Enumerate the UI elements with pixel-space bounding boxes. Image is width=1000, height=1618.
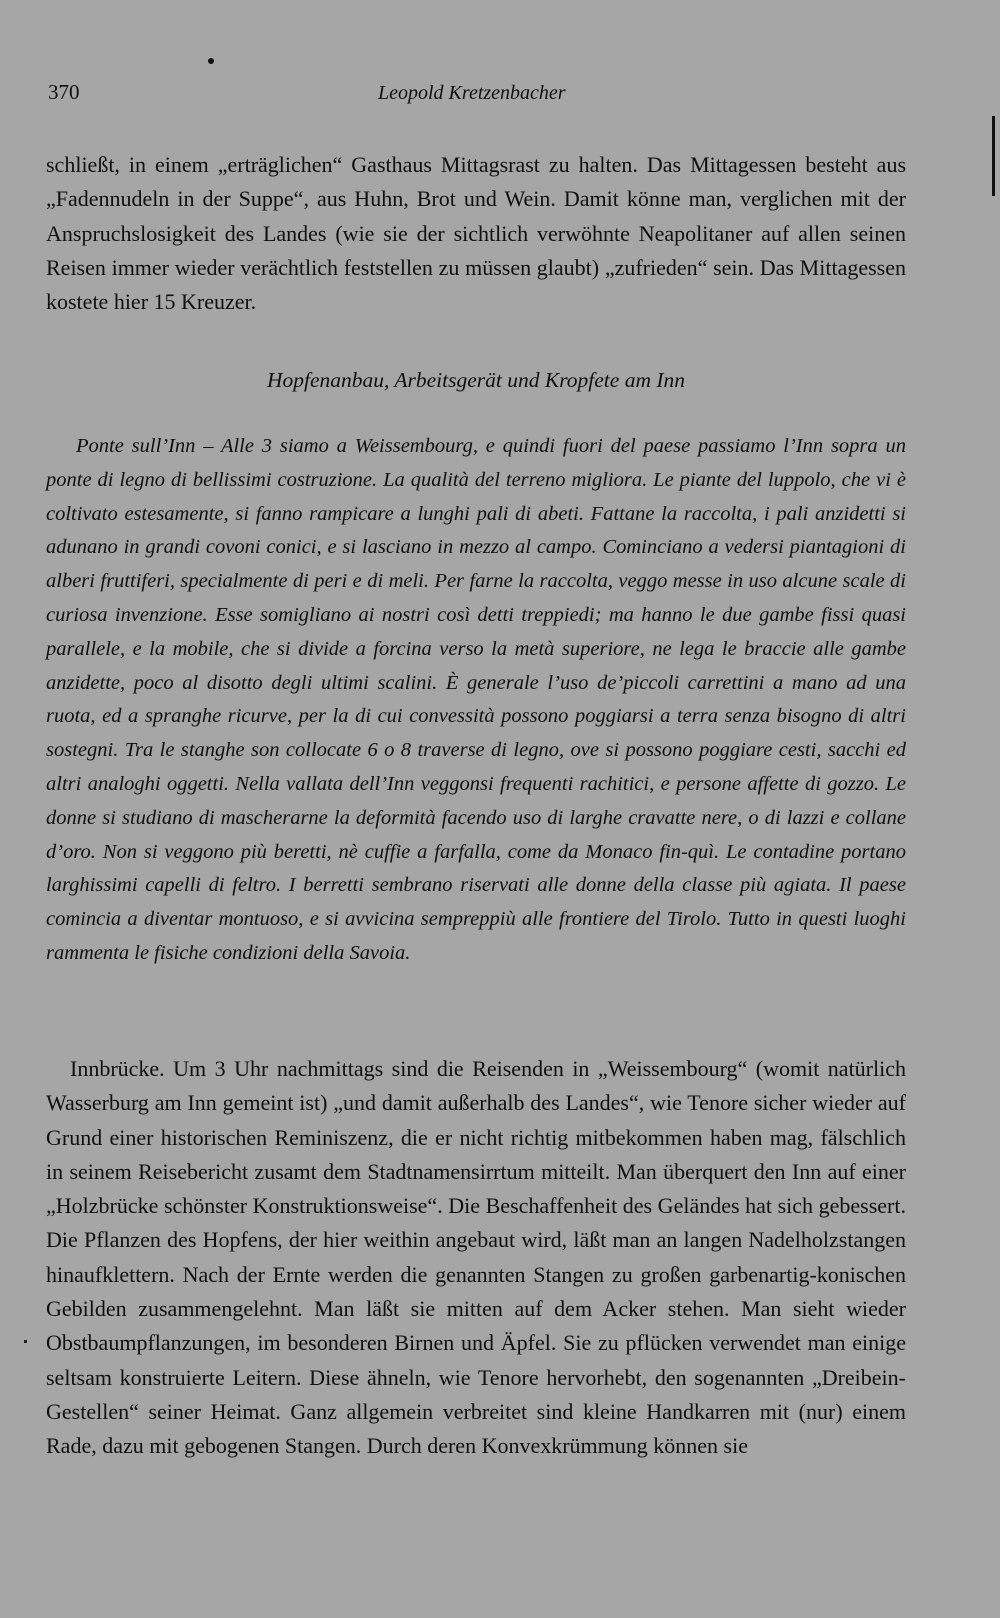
print-speck bbox=[24, 1340, 27, 1343]
paragraph-text: schließt, in einem „erträglichen“ Gasthaus Mittagsrast zu halten. Das Mittagessen besteht aus „Fadennudeln in der Suppe“, aus Huhn, Brot und Wein. Damit könne man, verglichen mit der Anspruchslosigkeit des Landes (wie sie der sichtlich verwöhnte Neapolitaner auf allen seinen Reisen immer wieder verächtlich feststellen zu müssen glaubt) „zufrieden“ sein. Das Mittagessen kostete hier 15 Kreuzer. bbox=[46, 152, 906, 315]
body-paragraph-top bbox=[46, 148, 906, 319]
running-head-author: Leopold Kretzenbacher bbox=[378, 82, 566, 104]
page-number: 370 bbox=[48, 80, 80, 104]
section-heading: Hopfenanbau, Arbeitsgerät und Kropfete am Inn bbox=[266, 368, 686, 392]
paragraph-text: Innbrücke. Um 3 Uhr nachmittags sind die Reisenden in „Weissembourg“ (womit natürlich Wasserburg am Inn gemeint ist) „und damit außerhalb des Landes“, wie Tenore sicher wieder auf Grund einer historischen Reminiszenz, die er nicht richtig mitbekommen haben mag, fälschlich in seinem Reisebericht zusamt dem Stadtnamensirrtum mitteilt. Man überquert den Inn auf einer „Holzbrücke schönster Konstruktionsweise“. Die Beschaffenheit des Geländes hat sich gebessert. Die Pflanzen des Hopfens, der hier weithin angebaut wird, läßt man an langen Nadelholzstangen hinaufklettern. Nach der Ernte werden die genannten Stangen zu großen garbenartig-konischen Gebilden zusammengelehnt. Man läßt sie mitten auf dem Acker stehen. Man sieht wieder Obstbaumpflanzungen, im besonderen Birnen und Äpfel. Sie zu pflücken verwendet man einige seltsam konstruierte Leitern. Diese ähneln, wie Tenore hervorhebt, den sogenannten „Dreibein-Gestellen“ seiner Heimat. Ganz allgemein verbreitet sind kleine Handkarren mit (nur) einem Rade, dazu mit gebogenen Stangen. Durch deren Konvexkrümmung können sie bbox=[46, 1056, 906, 1459]
body-paragraph-bottom bbox=[46, 1052, 906, 1464]
print-speck bbox=[208, 58, 214, 64]
margin-mark bbox=[992, 116, 995, 196]
page-header bbox=[48, 80, 908, 110]
quotation-text: Ponte sull’Inn – Alle 3 siamo a Weissembourg, e quindi fuori del paese passiamo l’Inn sopra un ponte di legno di bellissimi costruzione. La qualità del terreno migliora. Le piante del luppolo, che vi è coltivato estesamente, si fanno rampicare a lunghi pali di abeti. Fattane la raccolta, i pali anzidetti si adunano in grandi covoni conici, e si lasciano in mezzo al campo. Cominciano a vedersi piantagioni di alberi fruttiferi, specialmente di peri e di meli. Per farne la raccolta, veggo messe in uso alcune scale di curiosa invenzione. Esse somigliano ai nostri così detti treppiedi; ma hanno le due gambe fissi quasi parallele, e la mobile, che si divide a forcina verso la metà superiore, ne lega le braccie alle gambe anzidette, poco al disotto degli ultimi scalini. È generale l’uso de’piccoli carrettini a mano ad una ruota, ed a spranghe ricurve, per la di cui convessità possono poggiarsi a terra senza bisogno di altri sostegni. Tra le stanghe son collocate 6 o 8 traverse di legno, ove si possono poggiare cesti, sacchi ed altri analoghi oggetti. Nella vallata dell’Inn veggonsi frequenti rachitici, e persone affette di gozzo. Le donne si studiano di mascherarne la deformità facendo uso di larghe cravatte nere, o di lazzi e collane d’oro. Non si veggono più beretti, nè cuffie a farfalla, come da Monaco fin-quì. Le contadine portano larghissimi capelli di feltro. I berretti sembrano riservati alle donne della classe più agiata. Il paese comincia a diventar montuoso, e si avvicina sempreppiù alle frontiere del Tirolo. Tutto in questi luoghi rammenta le fisiche condizioni della Savoia. bbox=[46, 435, 906, 964]
italian-quotation bbox=[46, 430, 906, 971]
